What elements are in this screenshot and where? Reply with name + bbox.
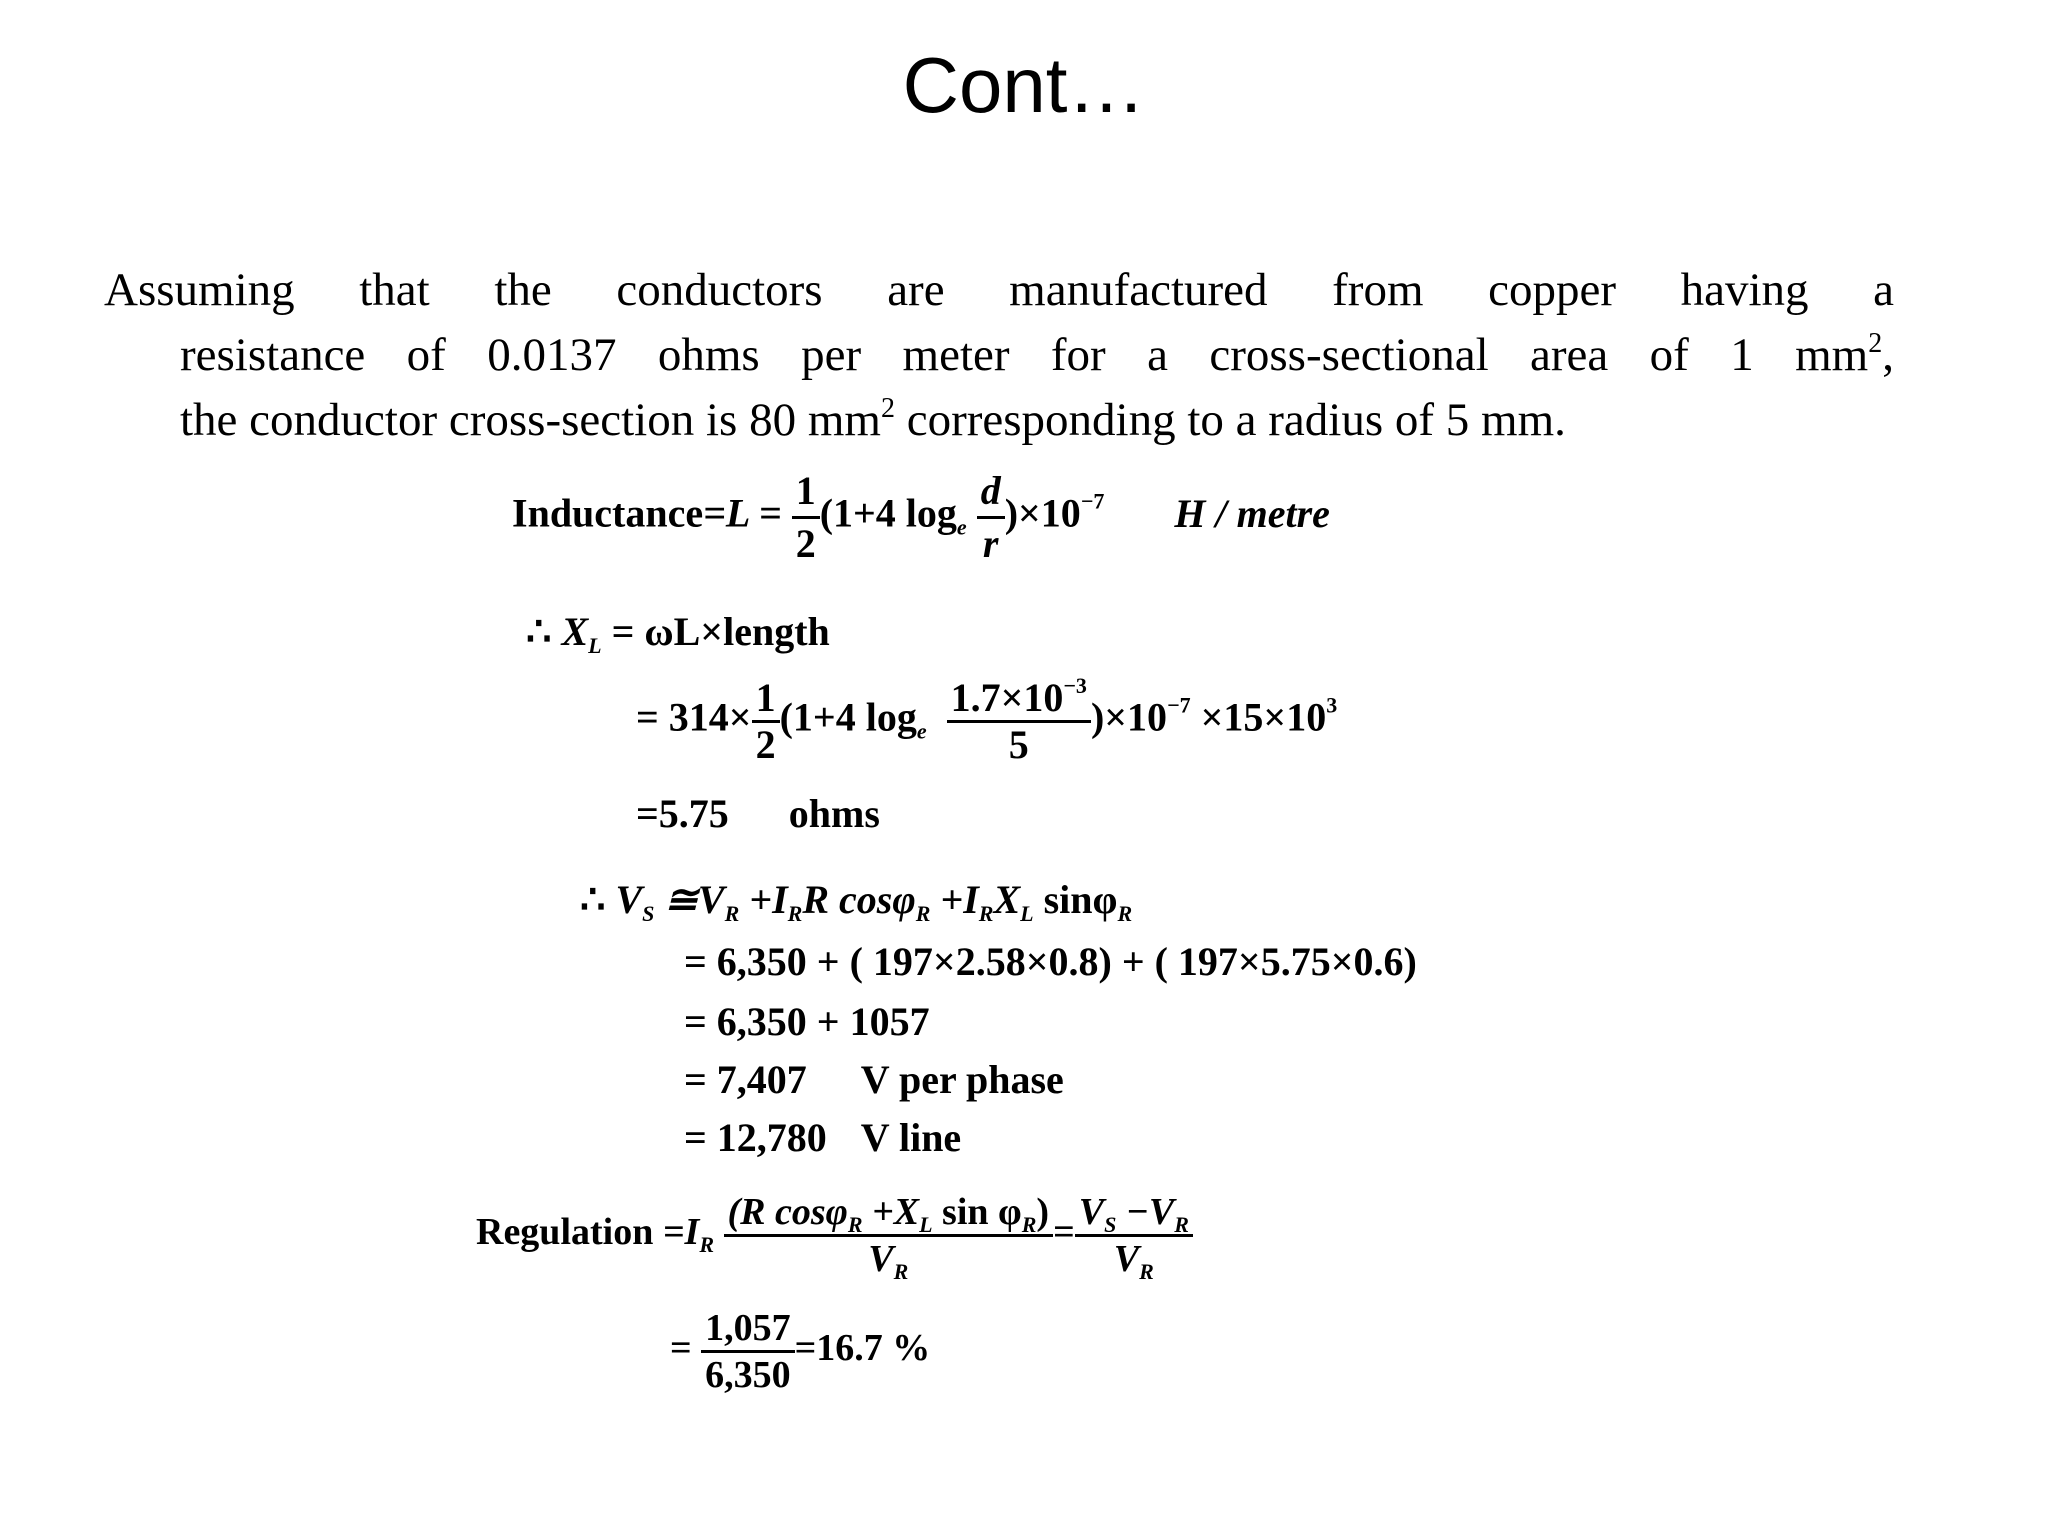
subscript: R xyxy=(724,901,740,926)
radius-fraction xyxy=(947,673,1091,767)
inductance-label: Inductance xyxy=(512,490,704,536)
num-text: V xyxy=(1078,1191,1105,1233)
num-text: (R cosφ xyxy=(727,1191,848,1233)
regulation-equation xyxy=(476,1191,1193,1284)
numerator-text: 1.7×10 xyxy=(950,675,1064,720)
subscript: R xyxy=(1021,1212,1037,1237)
fraction-denominator xyxy=(1075,1237,1193,1284)
fraction-numerator: 1,057 xyxy=(701,1308,795,1353)
fraction-numerator: d xyxy=(977,468,1005,519)
step-value: = 7,407 xyxy=(684,1057,807,1102)
xl-equation xyxy=(526,608,830,658)
vr-symbol: ≅V xyxy=(654,877,725,922)
subscript: L xyxy=(1020,901,1034,926)
vs-step-4 xyxy=(684,1114,961,1161)
xl-result xyxy=(636,790,880,837)
exponent-base: )×10 xyxy=(1090,694,1168,740)
exponent: −3 xyxy=(1063,673,1087,698)
fraction-numerator: 1 xyxy=(752,678,780,723)
paragraph-line-3-text: the conductor cross-section is 80 mm xyxy=(180,394,881,446)
fraction-numerator xyxy=(1075,1192,1193,1237)
paragraph-line-3-end: corresponding to a radius of 5 mm. xyxy=(894,394,1566,446)
subscript: R xyxy=(847,1212,863,1237)
paragraph-line-2-end: , xyxy=(1882,329,1894,381)
fraction-denominator: 2 xyxy=(755,722,776,767)
subscript: L xyxy=(588,633,602,658)
ir-symbol: +I xyxy=(739,877,788,922)
equals-sign: = xyxy=(1053,1211,1075,1254)
paragraph-line-2 xyxy=(104,323,1894,388)
subscript: S xyxy=(642,901,655,926)
result-value: =16.7 % xyxy=(794,1327,931,1370)
inductance-lhs: =L = xyxy=(703,490,782,536)
regulation-fraction-1 xyxy=(724,1191,1054,1284)
exponent: 3 xyxy=(1326,692,1338,718)
half-fraction xyxy=(792,468,820,567)
equals-sign: = xyxy=(670,1327,692,1370)
den-text: V xyxy=(1113,1238,1140,1280)
result-unit: ohms xyxy=(788,791,880,836)
vs-step-3 xyxy=(684,1056,1064,1103)
sin-term: sinφ xyxy=(1033,877,1118,922)
superscript: 2 xyxy=(1868,328,1883,359)
ir-symbol: =I xyxy=(653,1211,700,1254)
fraction-denominator: r xyxy=(982,521,999,566)
xl-symbol: X xyxy=(561,609,589,654)
d-over-r-fraction xyxy=(977,468,1005,567)
subscript: R xyxy=(1139,1259,1154,1284)
exponent: −7 xyxy=(1167,692,1191,718)
num-text: sin φ xyxy=(932,1191,1022,1233)
fraction-denominator: 2 xyxy=(795,521,816,566)
therefore-symbol: ∴ xyxy=(526,609,552,654)
log-term: (1+4 log xyxy=(779,694,917,740)
step-value: = 12,780 xyxy=(684,1115,827,1160)
exponent: −7 xyxy=(1080,488,1105,514)
inductance-equation xyxy=(512,468,1330,567)
subscript: R xyxy=(1174,1212,1189,1237)
subscript: R xyxy=(787,901,803,926)
vs-symbol: V xyxy=(615,877,643,922)
num-text: ) xyxy=(1036,1191,1050,1233)
regulation-result xyxy=(670,1308,930,1395)
fraction-numerator xyxy=(947,673,1091,723)
fraction-numerator xyxy=(724,1192,1054,1237)
log-base: e xyxy=(956,514,967,540)
r-cos-term: R cosφ xyxy=(802,877,916,922)
slide-title: Cont… xyxy=(902,41,1146,129)
half-fraction xyxy=(752,675,780,767)
paragraph-line-1: Assuming that the conductors are manufactured from copper having a xyxy=(104,264,1894,316)
vs-equation xyxy=(580,876,1133,926)
subscript: R xyxy=(893,1259,909,1284)
exponent-base: )×10 xyxy=(1004,490,1081,536)
step-unit: V line xyxy=(860,1115,962,1160)
num-text: +X xyxy=(862,1191,920,1233)
paragraph-line-3 xyxy=(104,388,1894,453)
length-term: ×15×10 xyxy=(1190,694,1327,740)
therefore-symbol: ∴ xyxy=(580,877,606,922)
xl-rhs: = ωL×length xyxy=(601,609,830,654)
xl-calculation xyxy=(636,673,1338,767)
log-term: (1+4 log xyxy=(819,490,957,536)
fraction-numerator: 1 xyxy=(792,468,820,519)
result-value: =5.75 xyxy=(636,791,729,836)
fraction-denominator: 6,350 xyxy=(705,1354,791,1396)
regulation-calc-fraction xyxy=(701,1308,795,1395)
fraction-denominator: 5 xyxy=(1008,722,1029,767)
vs-step-1: = 6,350 + ( 197×2.58×0.8) + ( 197×5.75×0.6) xyxy=(684,939,1417,984)
log-base: e xyxy=(916,718,927,744)
subscript: R xyxy=(915,901,931,926)
subscript: S xyxy=(1104,1212,1117,1237)
step-unit: V per phase xyxy=(860,1057,1064,1102)
subscript: R xyxy=(1117,901,1133,926)
den-text: V xyxy=(868,1238,894,1280)
regulation-fraction-2 xyxy=(1075,1191,1193,1284)
inductance-unit: H / metre xyxy=(1174,490,1330,536)
calc-prefix: = 314× xyxy=(636,694,752,740)
subscript: R xyxy=(978,901,994,926)
xl-symbol: X xyxy=(993,877,1021,922)
superscript: 2 xyxy=(880,393,895,424)
intro-paragraph xyxy=(104,258,1894,453)
paragraph-line-2-text: resistance of 0.0137 ohms per meter for a cross-sectional area of 1 mm xyxy=(180,329,1869,381)
ir-symbol: +I xyxy=(930,877,979,922)
regulation-label: Regulation xyxy=(476,1211,654,1254)
subscript: R xyxy=(699,1232,714,1258)
num-text: −V xyxy=(1116,1191,1175,1233)
vs-step-2: = 6,350 + 1057 xyxy=(684,999,930,1044)
subscript: L xyxy=(919,1212,933,1237)
fraction-denominator xyxy=(724,1237,1054,1284)
